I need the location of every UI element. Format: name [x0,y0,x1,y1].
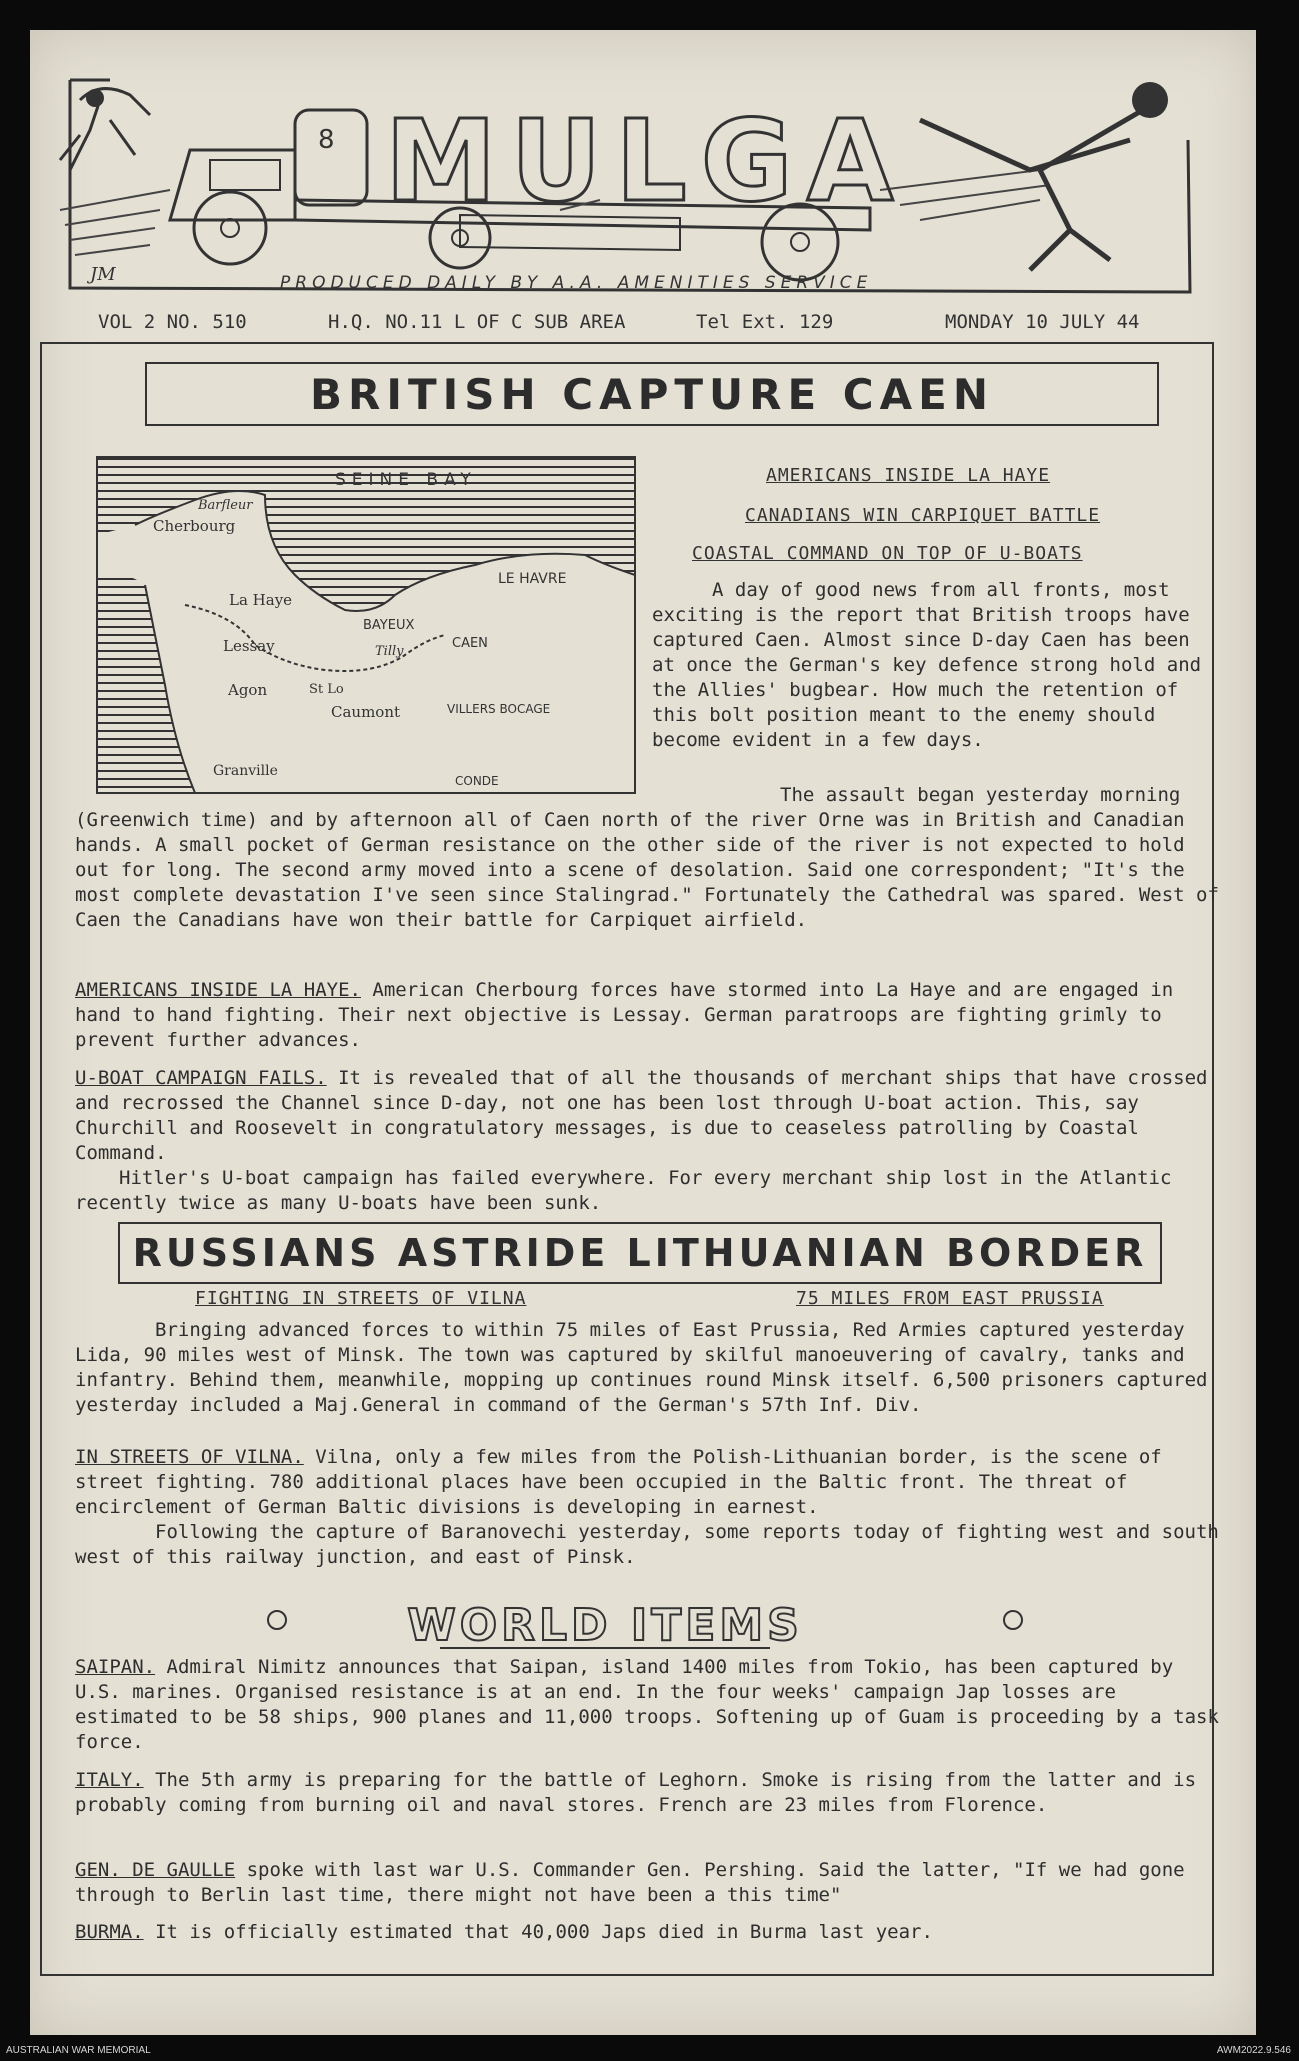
saipan-paragraph: SAIPAN. Admiral Nimitz announces that Saipan, island 1400 miles from Tokio, has been captured by U.S. marines. Organised resistance is at an end. In the four weeks' campaign Jap losses are estimated to be 58 ships, 900 planes and 11,000 troops. Softening up of Guam is proceeding by a task force. [75,1656,1219,1753]
svg-text:Caumont: Caumont [331,703,401,721]
subhead-east-prussia: 75 MILES FROM EAST PRUSSIA [796,1288,1104,1309]
svg-text:8: 8 [318,125,335,155]
svg-text:BAYEUX: BAYEUX [363,618,415,633]
svg-text:Lessay: Lessay [223,637,275,655]
hq-address: H.Q. NO.11 L OF C SUB AREA [328,311,626,333]
uboat-paragraph-2: Hitler's U-boat campaign has failed everywhere. For every merchant ship lost in the Atlantic recently twice as many U-boats have been sunk. [75,1167,1172,1214]
caen-paragraph-1: A day of good news from all fronts, most exciting is the report that British troops have captured Caen. Almost since D-day Caen has been at once the German's key defence strong hold and the Allies' bugbear. How much the retention of this bolt position meant to the enemy should become evident in a few days. [652,579,1202,751]
caen-paragraph-2: (Greenwich time) and by afternoon all of Caen north of the river Orne was in British and Canadian hands. A small pocket of German resistance on the other side of the river is not expected to hold out for long. The second army moved into a scene of desolation. Said one correspondent; "It's the most complete devastation I've seen since Stalingrad." Fortunately the Cathedral was spared. West of Caen the Canadians have won their battle for Carpiquet airfield. [75,809,1219,931]
italy-paragraph: ITALY. The 5th army is preparing for the battle of Leghorn. Smoke is rising from the latter and is probably coming from burning oil and naval stores. French are 23 miles from Florence. [75,1769,1197,1816]
svg-text:Cherbourg: Cherbourg [153,517,236,535]
masthead-drawing [40,60,1210,300]
svg-text:Tilly: Tilly [375,644,404,659]
russia-paragraph-1: Bringing advanced forces to within 75 miles of East Prussia, Red Armies captured yesterday Lida, 90 miles west of Minsk. The town was captured by skilful manoeuvering of cavalry, tanks and infantry. Behind them, meanwhile, mopping up continues round Minsk itself. 6,500 prisoners captured yesterday included a Maj.General in command of the German's 57th Inf. Div. [75,1319,1208,1416]
archive-accession-number: AWM2022.9.546 [1216,2045,1291,2056]
subhead-coastal-command: COASTAL COMMAND ON TOP OF U-BOATS [692,543,1083,564]
artist-initials: JM [90,264,116,285]
svg-text:Barfleur: Barfleur [198,498,253,513]
map-label-seine-bay: SEINE BAY [335,470,477,490]
headline-russians-astride: RUSSIANS ASTRIDE LITHUANIAN BORDER [118,1222,1162,1284]
issue-date: MONDAY 10 JULY 44 [945,311,1140,333]
normandy-map [95,455,637,795]
caen-paragraph-2-start: The assault began yesterday morning [780,784,1181,806]
de-gaulle-paragraph: GEN. DE GAULLE spoke with last war U.S. Commander Gen. Pershing. Said the latter, "If we had gone through to Berlin last time, there might not have been a this time" [75,1859,1185,1906]
svg-text:La Haye: La Haye [229,591,293,609]
svg-text:CONDE: CONDE [455,774,499,788]
volume-number: VOL 2 NO. 510 [98,311,247,333]
vilna-paragraph: IN STREETS OF VILNA. Vilna, only a few miles from the Polish-Lithuanian border, is the scene of street fighting. 780 additional places have been occupied in the Baltic front. The threat of encirclement of German Baltic divisions is developing in earnest. [75,1446,1162,1518]
svg-text:St Lo: St Lo [309,682,344,697]
svg-text:VILLERS BOCAGE: VILLERS BOCAGE [447,702,551,716]
svg-text:LE HAVRE: LE HAVRE [498,571,567,587]
burma-paragraph: BURMA. It is officially estimated that 40,000 Japs died in Burma last year. [75,1921,933,1943]
svg-text:Agon: Agon [228,681,268,699]
svg-text:WORLD ITEMS: WORLD ITEMS [407,1600,803,1651]
telephone: Tel Ext. 129 [696,311,834,333]
headline-british-capture-caen: BRITISH CAPTURE CAEN [145,362,1159,426]
world-items-title [407,1598,803,1651]
archive-credit: AUSTRALIAN WAR MEMORIAL [6,2045,151,2056]
la-haye-paragraph: AMERICANS INSIDE LA HAYE. American Cherbourg forces have stormed into La Haye and are engaged in hand to hand fighting. Their next objective is Lessay. German paratroops are fighting grimly to prevent further advances. [75,979,1174,1051]
uboat-paragraph-1: U-BOAT CAMPAIGN FAILS. It is revealed that of all the thousands of merchant ships that have crossed and recrossed the Channel since D-day, not one has been lost through U-boat action. This, say Churchill and Roosevelt in congratulatory messages, is due to ceaseless patrolling by Coastal Command. [75,1067,1208,1164]
ornament-circle-left [267,1610,287,1630]
svg-text:CAEN: CAEN [452,636,488,651]
ornament-circle-right [1003,1610,1023,1630]
subhead-americans-la-haye: AMERICANS INSIDE LA HAYE [766,465,1051,486]
russia-paragraph-3: Following the capture of Baranovechi yesterday, some reports today of fighting west and south west of this railway junction, and east of Pinsk. [75,1521,1219,1568]
masthead-tagline: PRODUCED DAILY BY A.A. AMENITIES SERVICE [280,273,873,293]
subhead-vilna: FIGHTING IN STREETS OF VILNA [195,1288,527,1309]
subhead-canadians-carpiquet: CANADIANS WIN CARPIQUET BATTLE [745,505,1101,526]
svg-text:Granville: Granville [213,763,278,779]
masthead-title: MULGA [385,97,908,227]
